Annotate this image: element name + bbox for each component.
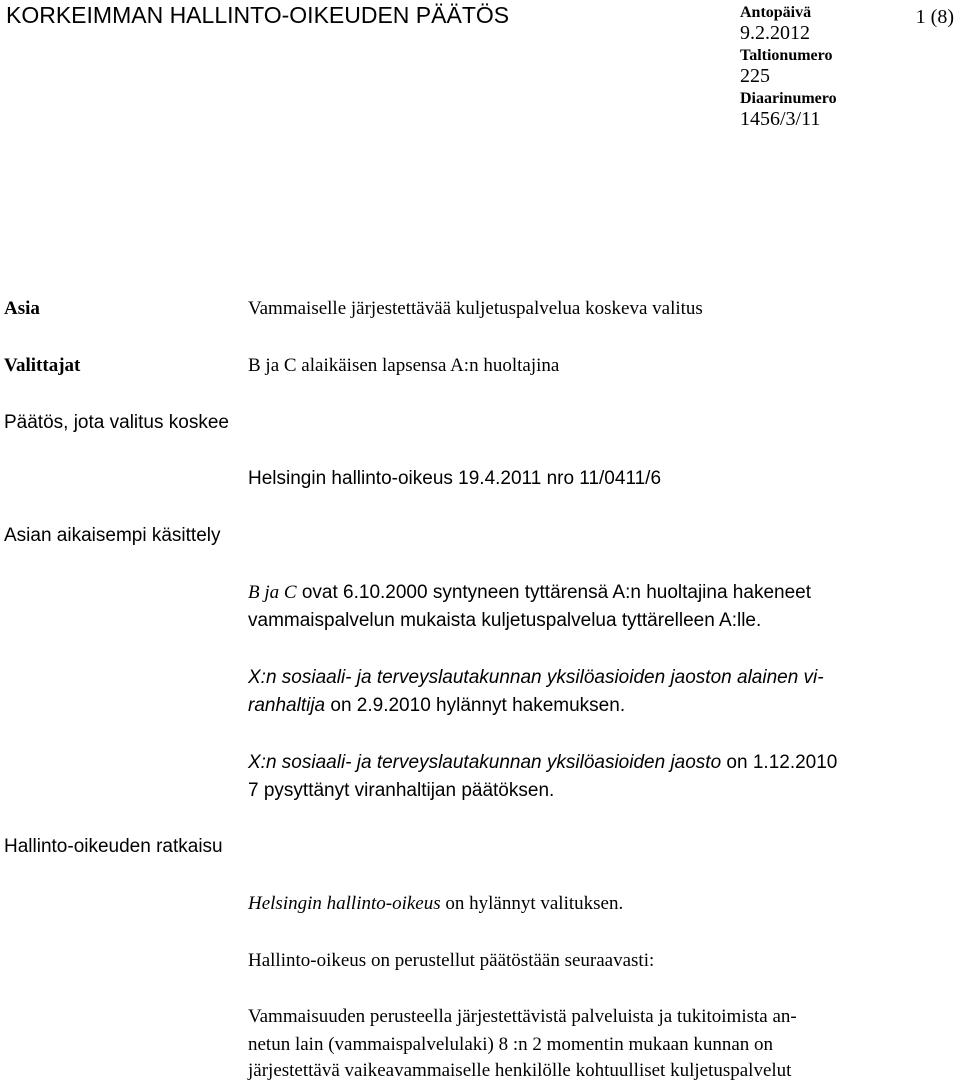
document-title: KORKEIMMAN HALLINTO-OIKEUDEN PÄÄTÖS <box>6 2 510 28</box>
date-label: Antopäivä <box>740 4 812 21</box>
record-value: 225 <box>740 65 770 87</box>
history-paragraph-3-line-2: 7 pysyttänyt viranhaltijan päätöksen. <box>248 780 555 801</box>
appellants-label: Valittajat <box>4 355 81 376</box>
history-paragraph-3-line-1: X:n sosiaali- ja terveyslautakunnan yksilöasioiden jaosto on 1.12.2010 <box>248 752 838 773</box>
appellants-value: B ja C alaikäisen lapsensa A:n huoltajina <box>248 355 560 376</box>
diary-value: 1456/3/11 <box>740 108 821 130</box>
history-paragraph-2-line-2: ranhaltija on 2.9.2010 hylännyt hakemuksen. <box>248 695 626 716</box>
subject-value: Vammaiselle järjestettävää kuljetuspalvelua koskeva valitus <box>248 298 703 319</box>
ruling-paragraph-3-line-2: netun lain (vammaispalvelulaki) 8 :n 2 momentin mukaan kunnan on <box>248 1034 774 1055</box>
page-number: 1 (8) <box>915 6 954 28</box>
decision-value: Helsingin hallinto-oikeus 19.4.2011 nro 11/0411/6 <box>248 468 662 489</box>
diary-label: Diaarinumero <box>740 90 837 107</box>
date-value: 9.2.2012 <box>740 22 810 44</box>
ruling-paragraph-3-line-3: järjestettävä vaikeavammaiselle henkilölle kohtuulliset kuljetuspalvelut <box>248 1060 792 1081</box>
subject-label: Asia <box>4 298 40 319</box>
history-label: Asian aikaisempi käsittely <box>4 525 221 546</box>
history-parties: B ja C <box>248 582 297 603</box>
history-paragraph-1-line-2: vammaispalvelun mukaista kuljetuspalvelua tyttärelleen A:lle. <box>248 610 762 631</box>
history-paragraph-1-line-1: B ja C ovat 6.10.2000 syntyneen tyttärensä A:n huoltajina hakeneet <box>248 582 811 603</box>
ruling-label: Hallinto-oikeuden ratkaisu <box>4 836 223 857</box>
record-label: Taltionumero <box>740 47 833 64</box>
header-metadata <box>740 4 837 131</box>
ruling-paragraph-3-line-1: Vammaisuuden perusteella järjestettävistä palveluista ja tukitoimista an- <box>248 1006 797 1027</box>
decision-label: Päätös, jota valitus koskee <box>4 412 229 433</box>
history-paragraph-2-line-1: X:n sosiaali- ja terveyslautakunnan yksilöasioiden jaoston alainen vi- <box>248 667 824 688</box>
ruling-paragraph-2: Hallinto-oikeus on perustellut päätöstään seuraavasti: <box>248 950 655 971</box>
ruling-paragraph-1: Helsingin hallinto-oikeus on hylännyt valituksen. <box>248 893 624 914</box>
